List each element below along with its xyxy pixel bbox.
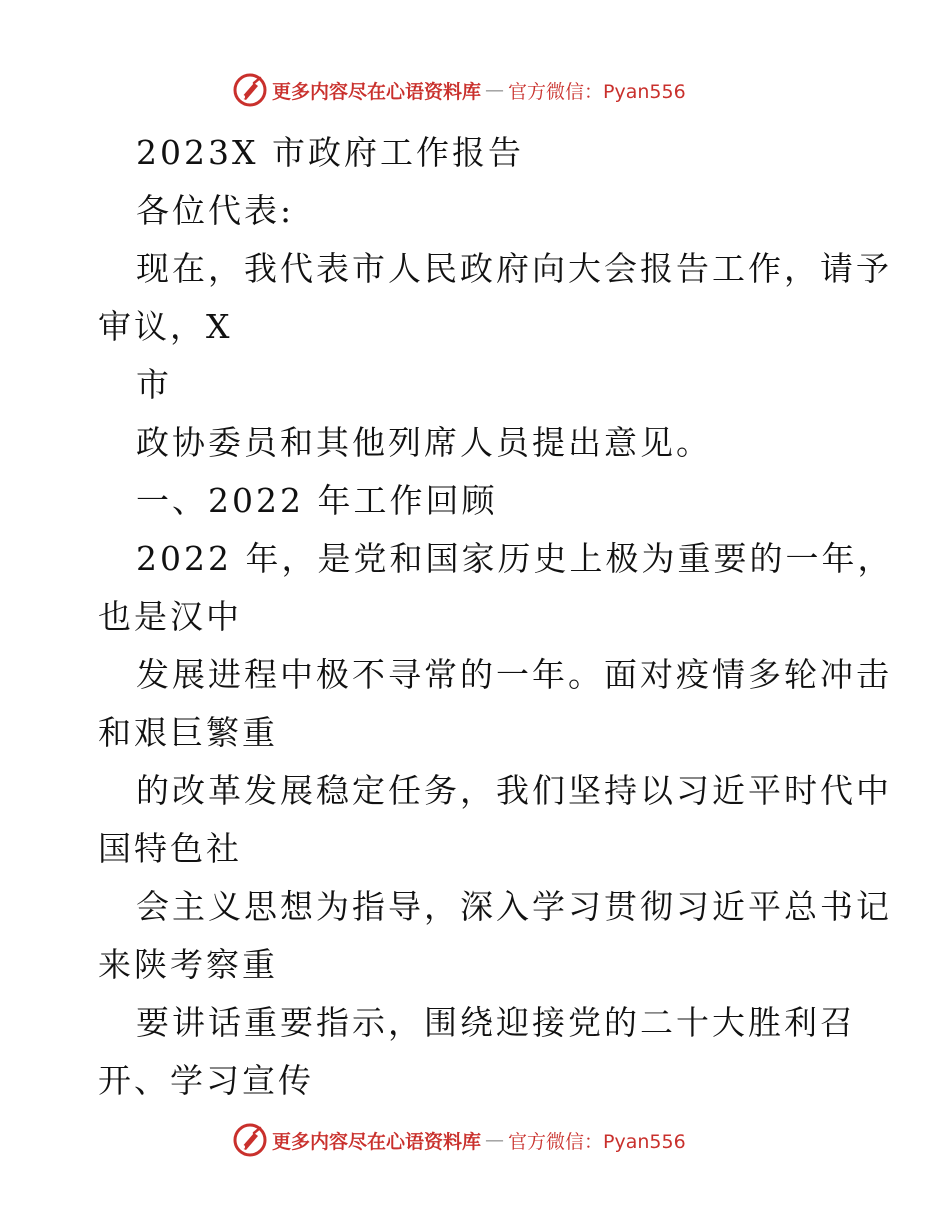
section-heading: 一、2022 年工作回顾: [136, 481, 498, 520]
paragraph-line: 会主义思想为指导，深入学习贯彻习近平总书记: [136, 887, 892, 926]
paragraph-line: 和艰巨繁重: [98, 713, 278, 752]
paragraph-line: 来陕考察重: [98, 945, 278, 984]
paragraph-line: 政协委员和其他列席人员提出意见。: [136, 423, 712, 462]
salutation: 各位代表:: [136, 191, 295, 230]
watermark-text: 更多内容尽在心语资料库: [272, 80, 482, 103]
watermark-text: 更多内容尽在心语资料库: [272, 1130, 482, 1153]
paragraph-line: 市: [136, 365, 172, 404]
footer-watermark: [232, 1122, 686, 1158]
header-watermark: [232, 72, 686, 108]
quill-seal-icon: [232, 1122, 268, 1158]
paragraph-line: 审议，X: [98, 307, 233, 346]
paragraph-line: 也是汉中: [98, 597, 242, 636]
document-title: 2023X 市政府工作报告: [136, 133, 524, 172]
paragraph-line: 现在，我代表市人民政府向大会报告工作，请予: [136, 249, 892, 288]
watermark-contact: 官方微信：Pyan556: [508, 80, 686, 103]
paragraph-line: 要讲话重要指示，围绕迎接党的二十大胜利召: [136, 1003, 856, 1042]
document-body: [98, 124, 894, 1110]
watermark-separator: —: [485, 1129, 505, 1151]
paragraph-line: 开、学习宣传: [98, 1061, 314, 1100]
watermark-separator: —: [485, 79, 505, 101]
paragraph-line: 国特色社: [98, 829, 242, 868]
paragraph-line: 的改革发展稳定任务，我们坚持以习近平时代中: [136, 771, 892, 810]
watermark-contact: 官方微信：Pyan556: [508, 1130, 686, 1153]
paragraph-line: 2022 年，是党和国家历史上极为重要的一年，: [136, 539, 894, 578]
paragraph-line: 发展进程中极不寻常的一年。面对疫情多轮冲击: [136, 655, 892, 694]
quill-seal-icon: [232, 72, 268, 108]
